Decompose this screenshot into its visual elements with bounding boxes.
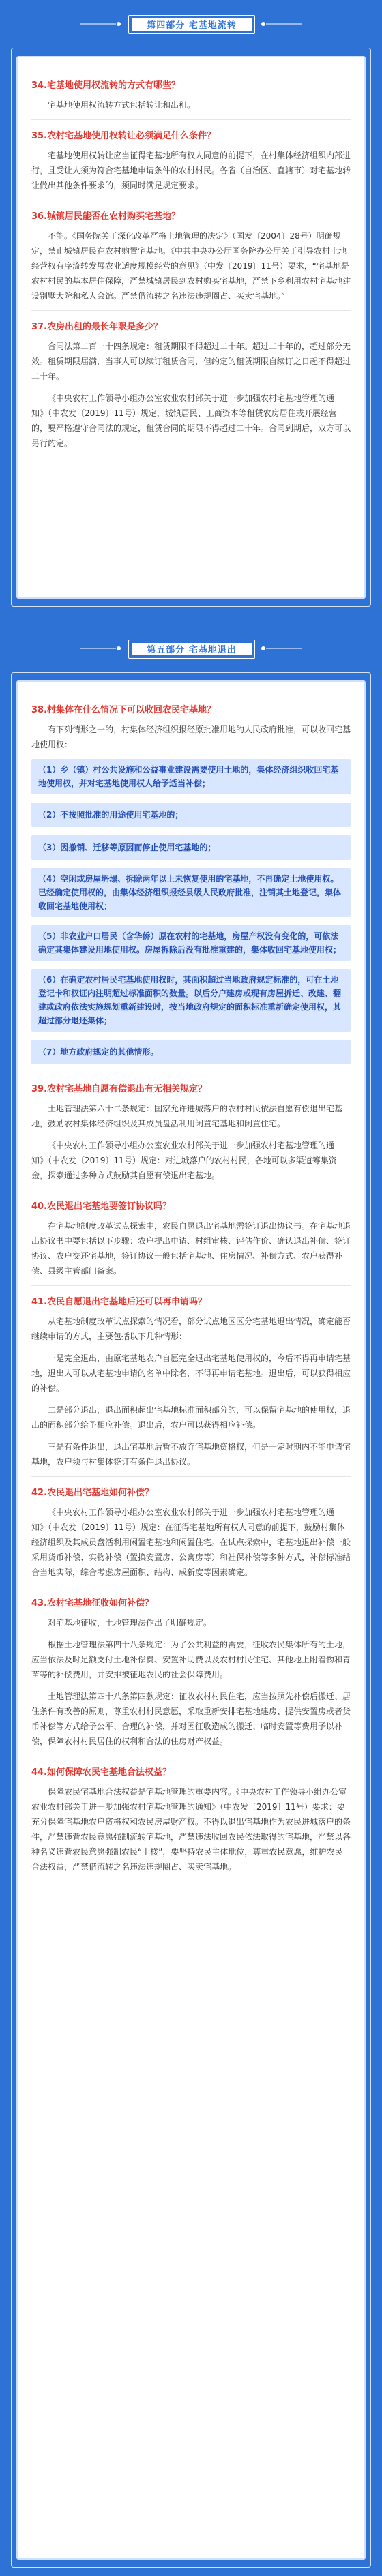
answer-paragraph: 《中央农村工作领导小组办公室农业农村部关于进一步加强农村宅基地管理的通知》（中农发〔2019〕11号）规定，城镇居民、工商资本等租赁农房居住或开展经营的，要严格遵守合同法的规定，租赁合同的期限不得超过二十年。合同到期后，双方可以另行约定。 (31, 393, 351, 448)
section5-card (16, 680, 366, 2560)
qa-40 (31, 1199, 351, 1278)
qa-38 (31, 702, 351, 1064)
question-title: 35.农村宅基地使用权转让必须满足什么条件？ (31, 131, 216, 141)
answer-paragraph: 宅基地使用权流转方式包括转让和出租。 (48, 100, 196, 110)
answer-paragraph: 从宅基地制度改革试点探索的情况看，部分试点地区区分宅基地退出情况，确定能否继续申请的方式，主要包括以下几种情形： (31, 1317, 351, 1341)
qa-37 (31, 319, 351, 451)
qa-43 (31, 1596, 351, 1749)
divider (31, 1285, 351, 1286)
question-title: 34.宅基地使用权流转的方式有哪些？ (31, 80, 181, 91)
withdraw-condition-item: （3）因撤销、迁移等原因而停止使用宅基地的； (31, 835, 351, 860)
question-title: 41.农民自愿退出宅基地后还可以再申请吗？ (31, 1297, 207, 1307)
left-ornament-icon (80, 19, 121, 29)
right-ornament-icon (261, 644, 302, 653)
section5-title: 第五部分 宅基地退出 (147, 645, 237, 655)
withdraw-condition-item: （6）在确定农村居民宅基地使用权时，其面积超过当地政府规定标准的，可在土地登记卡和权证内注明超过标准面积的数量。以后分户建房或现有房屋拆迁、改建、翻建或政府依法实施规划重新建设时，按当地政府规定的面积标准重新确定使用权，其超过部分退还集体； (31, 969, 351, 1032)
answer-paragraph: 《中央农村工作领导小组办公室农业农村部关于进一步加强农村宅基地管理的通知》（中农发〔2019〕11号）规定：在征得宅基地所有权人同意的前提下，鼓励村集体经济组织及其成员盘活利用闲置宅基地和闲置住宅。在试点探索中，宅基地退出补偿一般采用货币补偿、实物补偿（置换安置房、公寓房等）和社保补偿等多种方式，补偿标准结合当地实际，综合考虑房屋面积、结构、成新度等因素确定。 (31, 1508, 351, 1577)
answer-intro: 有下列情形之一的，村集体经济组织报经原批准用地的人民政府批准，可以收回宅基地使用权： (31, 725, 351, 749)
section4-title: 第四部分 宅基地流转 (147, 20, 237, 31)
qa-34 (31, 78, 351, 113)
question-title: 42.农民退出宅基地如何补偿？ (31, 1488, 154, 1498)
answer-paragraph: 不能。《国务院关于深化改革严格土地管理的决定》（国发〔2004〕28号）明确规定，禁止城镇居民在农村购置宅基地。《中共中央办公厅国务院办公厅关于引导农村土地经营权有序流转发展农业适度规模经营的意见》（中发〔2019〕11号）要求，“宅基地是农村村民的基本居住保障，严禁城镇居民到农村购买宅基地，严禁下乡利用农村宅基地建设别墅大院和私人会馆。严禁借流转之名违法违规圈占、买卖宅基地。” (31, 231, 351, 301)
qa-41 (31, 1294, 351, 1469)
question-title: 38.村集体在什么情况下可以收回农民宅基地？ (31, 705, 216, 715)
answer-paragraph: 在宅基地制度改革试点探索中，农民自愿退出宅基地需签订退出协议书。在宅基地退出协议书中要包括以下步骤：农户提出申请、村组审核、评估作价、确认退出补偿、签订协议、农户交还宅基地，签订协议一般包括宅基地、住房情况、补偿方式、农户获得补偿、县级主管部门备案。 (31, 1221, 351, 1276)
qa-39 (31, 1081, 351, 1183)
answer-paragraph: 根据土地管理法第四十八条规定：为了公共利益的需要，征收农民集体所有的土地，应当依法及时足额支付土地补偿费、安置补助费以及农村村民住宅、其他地上附着物和青苗等的补偿费用，并安排被征地农民的社会保障费用。 (31, 1640, 351, 1679)
answer-paragraph: 土地管理法第四十八条第四款规定：征收农村村民住宅，应当按照先补偿后搬迁、居住条件有改善的原则，尊重农村村民意愿，采取重新安排宅基地建房、提供安置房或者货币补偿等方式给予公平、合理的补偿，并对因征收造成的搬迁、临时安置等费用予以补偿，保障农村村民居住的权利和合法的住房财产权益。 (31, 1692, 351, 1746)
answer-paragraph: 二是部分退出，退出面积超出宅基地标准面积部分的，可以保留宅基地的使用权，退出的面积部分给予相应补偿。退出后，农户可以获得相应补偿。 (31, 1405, 351, 1430)
section5-title-band (128, 640, 255, 659)
qa-42 (31, 1485, 351, 1580)
question-title: 39.农村宅基地自愿有偿退出有无相关规定？ (31, 1084, 207, 1094)
divider (31, 119, 351, 120)
answer-paragraph: 保障农民宅基地合法权益是宅基地管理的重要内容。《中央农村工作领导小组办公室农业农村部关于进一步加强农村宅基地管理的通知》（中农发〔2019〕11号）要求：要充分保障宅基地农户资格权和农民房屋财产权。不得以退出宅基地作为农民进城落户的条件，严禁违背农民意愿强制流转宅基地，严禁违法收回农民依法取得的宅基地，严禁以各种名义违背农民意愿强制农民“上楼”，要坚持农民主体地位，尊重农民意愿，维护农民合法权益，严禁借流转之名违法违规圈占、买卖宅基地。 (31, 1787, 351, 1872)
question-title: 43.农村宅基地征收如何补偿？ (31, 1598, 154, 1608)
divider (31, 1476, 351, 1477)
section4-title-band (128, 15, 255, 34)
question-title: 44.如何保障农民宅基地合法权益？ (31, 1767, 172, 1778)
qa-35 (31, 128, 351, 193)
section4-header (0, 0, 382, 53)
qa-44 (31, 1765, 351, 1874)
withdraw-condition-item: （1）乡（镇）村公共设施和公益事业建设需要使用土地的，集体经济组织收回宅基地使用权，并对宅基地使用权人给予适当补偿； (31, 759, 351, 794)
withdraw-condition-item: （5）非农业户口居民（含华侨）原在农村的宅基地，房屋产权没有变化的，可依法确定其集体建设用地使用权。房屋拆除后没有批准重建的，集体收回宅基地使用权； (31, 925, 351, 961)
divider (31, 310, 351, 311)
question-title: 36.城镇居民能否在农村购买宅基地？ (31, 211, 181, 222)
withdraw-condition-item: （4）空闲或房屋坍塌、拆除两年以上未恢复使用的宅基地，不再确定土地使用权。已经确定使用权的，由集体经济组织报经县级人民政府批准，注销其土地登记，集体收回宅基地使用权； (31, 868, 351, 917)
question-title: 40.农民退出宅基地要签订协议吗？ (31, 1201, 172, 1212)
withdraw-condition-item: （7）地方政府规定的其他情形。 (31, 1040, 351, 1064)
answer-paragraph: 三是有条件退出，退出宅基地后暂不放弃宅基地资格权，但是一定时期内不能申请宅基地，农户须与村集体签订有条件退出协议。 (31, 1442, 351, 1467)
answer-paragraph: 一是完全退出，由原宅基地农户自愿完全退出宅基地使用权的，今后不得再申请宅基地，退出人可以从宅基地申请的名单中除名，不得再申请宅基地。退出后，可以获得相应的补偿。 (31, 1353, 351, 1393)
answer-paragraph: 合同法第二百一十四条规定：租赁期限不得超过二十年。超过二十年的，超过部分无效。租赁期限届满，当事人可以续订租赁合同，但约定的租赁期限自续订之日起不得超过二十年。 (31, 342, 351, 381)
answer-paragraph: 土地管理法第六十二条规定：国家允许进城落户的农村村民依法自愿有偿退出宅基地，鼓励农村集体经济组织及其成员盘活利用闲置宅基地和闲置住宅。 (31, 1104, 343, 1128)
answer-paragraph: 宅基地使用权转让应当征得宅基地所有权人同意的前提下，在村集体经济组织内部进行，且受让人须为符合宅基地申请条件的农村村民。各省（自治区、直辖市）对宅基地转让做出其他条件要求的，须同时满足规定要求。 (31, 151, 351, 190)
qa-36 (31, 209, 351, 303)
question-title: 37.农房出租的最长年限是多少？ (31, 322, 163, 332)
withdraw-condition-item: （2）不按照批准的用途使用宅基地的； (31, 803, 351, 827)
section4-card (16, 56, 366, 599)
right-ornament-icon (261, 19, 302, 29)
answer-paragraph: 《中央农村工作领导小组办公室农业农村部关于进一步加强农村宅基地管理的通知》（中农发〔2019〕11号）规定：对进城落户的农村村民，各地可以多渠道筹集资金，探索通过多种方式鼓励其自愿有偿退出宅基地。 (31, 1141, 337, 1180)
section5-header (0, 625, 382, 678)
answer-paragraph: 对宅基地征收，土地管理法作出了明确规定。 (48, 1618, 212, 1628)
left-ornament-icon (80, 644, 121, 653)
